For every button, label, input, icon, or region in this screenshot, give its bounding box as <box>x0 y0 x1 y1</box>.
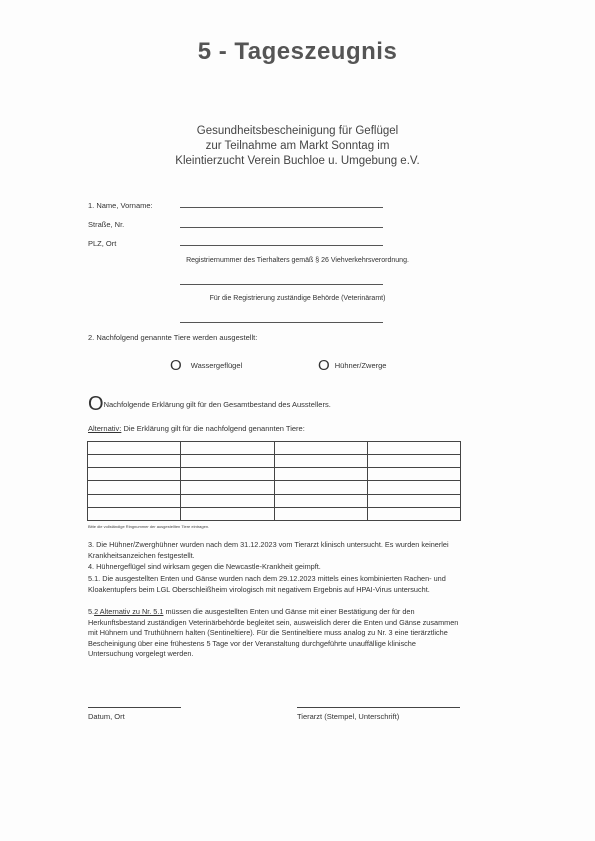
declaration-option[interactable] <box>88 393 331 416</box>
ring-number-cell[interactable] <box>181 455 274 468</box>
ring-number-cell[interactable] <box>367 455 460 468</box>
option-chicken-label: Hühner/Zwerge <box>334 361 387 370</box>
ring-number-cell[interactable] <box>88 494 181 507</box>
ring-number-cell[interactable] <box>367 481 460 494</box>
ring-number-cell[interactable] <box>88 468 181 481</box>
ring-number-cell[interactable] <box>88 481 181 494</box>
ring-number-table <box>87 441 461 521</box>
radio-circle-icon: O <box>170 357 182 374</box>
vet-label: Tierarzt (Stempel, Unterschrift) <box>297 712 400 721</box>
subtitle <box>0 124 595 169</box>
ring-number-cell[interactable] <box>181 481 274 494</box>
page-title: 5 - Tageszeugnis <box>197 38 398 65</box>
ring-number-cell[interactable] <box>181 494 274 507</box>
ring-number-cell[interactable] <box>274 507 367 520</box>
subtitle-line-1: Gesundheitsbescheinigung für Geflügel <box>196 125 399 137</box>
section2-intro: 2. Nachfolgend genannte Tiere werden ausgestellt: <box>88 333 258 342</box>
registration-label: Registriernummer des Tierhalters gemäß § 26 Viehverkehrsverordnung. <box>186 257 409 264</box>
radio-circle-icon: O <box>88 393 104 415</box>
ring-number-cell[interactable] <box>88 507 181 520</box>
paragraph-5-2-prefix: 5. <box>88 607 95 616</box>
date-place-label: Datum, Ort <box>88 712 125 721</box>
option-chicken[interactable] <box>318 357 386 374</box>
alternative-line <box>88 424 305 433</box>
option-waterfowl-label: Wassergeflügel <box>190 361 243 370</box>
table-row <box>88 494 461 507</box>
authority-label: Für die Registrierung zuständige Behörde (Veterinäramt) <box>209 295 386 302</box>
ring-number-cell[interactable] <box>367 468 460 481</box>
ring-number-cell[interactable] <box>367 442 460 455</box>
vet-signature-line[interactable] <box>297 707 460 708</box>
ring-number-cell[interactable] <box>274 455 367 468</box>
date-place-signature-line[interactable] <box>88 707 181 708</box>
table-row <box>88 455 461 468</box>
ring-number-cell[interactable] <box>274 494 367 507</box>
name-label: 1. Name, Vorname: <box>88 201 153 210</box>
street-label: Straße, Nr. <box>88 220 125 229</box>
ring-number-cell[interactable] <box>181 468 274 481</box>
street-field[interactable] <box>180 227 383 228</box>
alternative-label: Alternativ: <box>88 424 122 433</box>
subtitle-line-2: zur Teilnahme am Markt Sonntag im <box>205 140 390 152</box>
subtitle-line-3: Kleintierzucht Verein Buchloe u. Umgebung e.V. <box>175 155 420 167</box>
paragraph-5-2-rest: müssen die ausgestellten Enten und Gänse mit einer Bestätigung der für den Herkunftsbestand zuständigen Veterinärbehörde begleitet sein, ausweislich derer die Enten und Gänse zusammen mit Hühnern und Truthühnern halten (Sentineltiere). Für die Sentineltiere muss analog zu Nr. 3 eine tierärztliche Bescheinigung über eine frühestens 5 Tage vor der Veranstaltung durchgeführte unauffällige klinische Untersuchung vorgelegt werden. <box>88 607 459 658</box>
table-row <box>88 442 461 455</box>
city-label: PLZ, Ort <box>88 239 117 248</box>
ring-number-cell[interactable] <box>181 507 274 520</box>
ring-number-cell[interactable] <box>181 442 274 455</box>
ring-number-cell[interactable] <box>88 455 181 468</box>
declaration-text: Nachfolgende Erklärung gilt für den Gesamtbestand des Ausstellers. <box>103 400 331 409</box>
table-footnote: Bitte die vollständige Ringnummer der ausgestellten Tiere eintragen. <box>88 524 210 529</box>
radio-circle-icon: O <box>318 357 330 374</box>
alternative-text: Die Erklärung gilt für die nachfolgend genannten Tiere: <box>121 424 305 433</box>
paragraph-5-1: 5.1. Die ausgestellten Enten und Gänse wurden nach dem 29.12.2023 mittels eines kombinierten Rachen- und Kloakentupfers beim LGL Oberschleißheim virologisch mit negativem Ergebnis auf HPAI-Virus untersucht. <box>88 574 446 594</box>
paragraph-4: 4. Hühnergeflügel sind wirksam gegen die Newcastle-Krankheit geimpft. <box>88 562 321 571</box>
ring-number-cell[interactable] <box>88 442 181 455</box>
paragraph-3: 3. Die Hühner/Zwerghühner wurden nach dem 31.12.2023 vom Tierarzt klinisch untersucht. Es wurden keinerlei Krankheitsanzeichen festgestellt. <box>88 540 449 560</box>
ring-number-cell[interactable] <box>274 442 367 455</box>
name-field[interactable] <box>180 207 383 208</box>
paragraph-5-2-underlined: 2 Alternativ zu Nr. 5.1 <box>94 607 164 616</box>
option-waterfowl[interactable] <box>170 357 242 374</box>
ring-number-cell[interactable] <box>367 494 460 507</box>
registration-field[interactable] <box>180 284 383 285</box>
table-row <box>88 481 461 494</box>
table-row <box>88 507 461 520</box>
paragraph-5-2 <box>88 607 463 660</box>
ring-number-cell[interactable] <box>274 468 367 481</box>
ring-number-cell[interactable] <box>274 481 367 494</box>
table-row <box>88 468 461 481</box>
city-field[interactable] <box>180 245 383 246</box>
authority-field[interactable] <box>180 322 383 323</box>
ring-number-cell[interactable] <box>367 507 460 520</box>
